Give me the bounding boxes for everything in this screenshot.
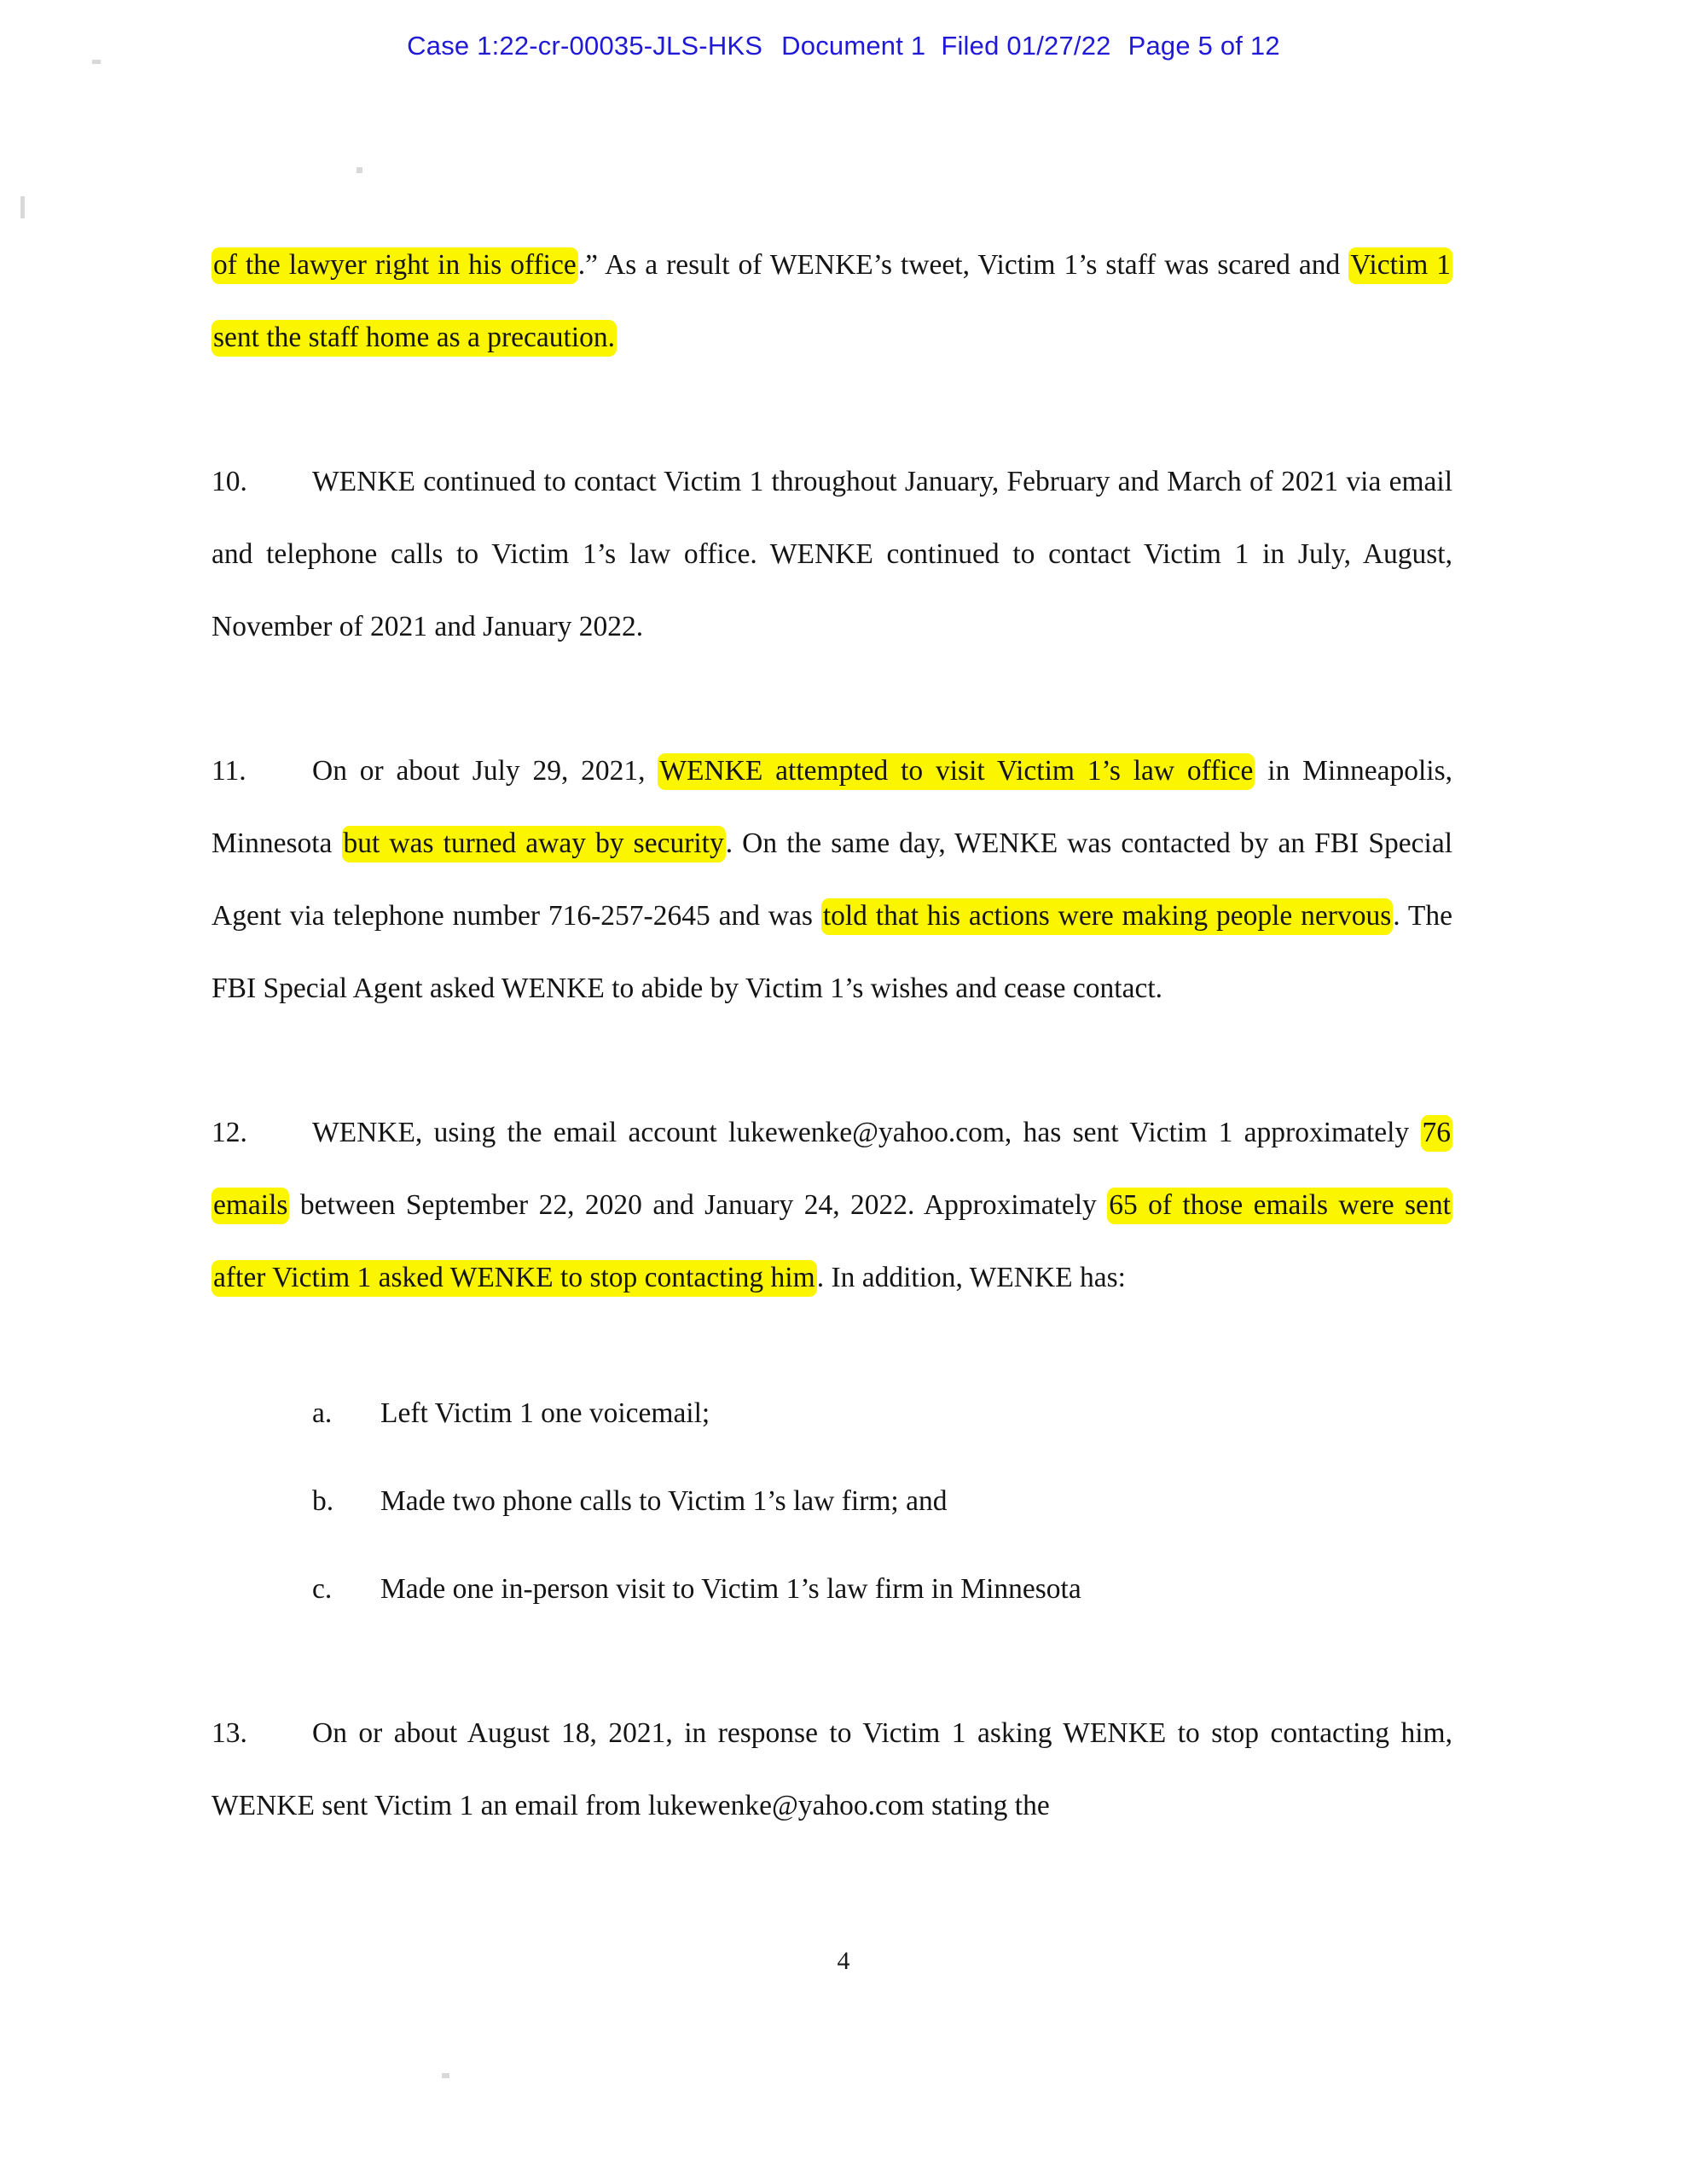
para-11-seg3: in Minneapolis, Minnesota xyxy=(212,755,1453,859)
para-11-seg7: . The FBI Special Agent asked WENKE to abide by Victim 1’s wishes and cease contact. xyxy=(212,900,1452,1004)
ecf-case-number: Case 1:22-cr-00035-JLS-HKS xyxy=(407,31,763,61)
ecf-page-of: Page 5 of 12 xyxy=(1128,31,1280,61)
paragraph-13 xyxy=(212,1697,1452,1842)
sub-item-list xyxy=(212,1377,1452,1625)
sub-item-a-letter: a. xyxy=(312,1397,333,1429)
sub-item-b xyxy=(212,1465,1452,1537)
document-body xyxy=(212,229,1452,1842)
paragraph-10-number: 10. xyxy=(212,466,247,497)
highlight-staff-home: Victim 1 sent the staff home as a precaution. xyxy=(212,247,1452,357)
paragraph-11 xyxy=(212,735,1452,1025)
paragraph-12-number: 12. xyxy=(212,1117,247,1148)
ecf-header-stamp xyxy=(0,31,1687,61)
scan-speck xyxy=(20,196,25,218)
sub-item-c-letter: c. xyxy=(312,1573,333,1605)
highlight-65-emails: 65 of those emails were sent after Victim 1 asked WENKE to stop contacting him xyxy=(212,1188,1452,1297)
paragraph-9-continuation xyxy=(212,229,1452,374)
paragraph-10 xyxy=(212,445,1452,663)
ecf-document-number: Document 1 xyxy=(781,31,926,61)
sub-item-c xyxy=(212,1553,1452,1625)
highlight-turned-away: but was turned away by security xyxy=(342,826,726,863)
paragraph-13-number: 13. xyxy=(212,1717,247,1749)
highlight-attempted-visit: WENKE attempted to visit Victim 1’s law office xyxy=(658,753,1255,790)
sub-item-b-letter: b. xyxy=(312,1485,334,1517)
scan-speck xyxy=(357,167,362,173)
ecf-filed-date: Filed 01/27/22 xyxy=(941,31,1111,61)
para-12-seg5: . In addition, WENKE has: xyxy=(816,1262,1126,1293)
highlight-76-emails: 76 emails xyxy=(212,1115,1452,1224)
para-12-seg1: WENKE, using the email account lukewenke@yahoo.com, has sent Victim 1 approximately xyxy=(312,1117,1421,1148)
para-9-plain-text: .” As a result of WENKE’s tweet, Victim 1’s staff was scared and xyxy=(577,249,1349,281)
paragraph-11-number: 11. xyxy=(212,755,246,787)
sub-item-c-text: Made one in-person visit to Victim 1’s law firm in Minnesota xyxy=(380,1573,1081,1605)
highlight-lawyer-office: of the lawyer right in his office xyxy=(212,247,578,284)
sub-item-a-text: Left Victim 1 one voicemail; xyxy=(380,1397,710,1429)
paragraph-12 xyxy=(212,1096,1452,1314)
scan-speck xyxy=(442,2073,449,2078)
para-12-seg3: between September 22, 2020 and January 24, 2022. Approximately xyxy=(289,1189,1108,1221)
page-number: 4 xyxy=(837,1947,850,1975)
para-11-seg1: On or about July 29, 2021, xyxy=(312,755,658,787)
paragraph-10-text: WENKE continued to contact Victim 1 throughout January, February and March of 2021 via email and telephone calls to Victim 1’s law office. WENKE continued to contact Victim 1 in July, August, November of 2021 and January 2022. xyxy=(212,466,1452,642)
scan-speck xyxy=(92,60,101,64)
sub-item-a xyxy=(212,1377,1452,1449)
paragraph-13-text: On or about August 18, 2021, in response to Victim 1 asking WENKE to stop contacting him, WENKE sent Victim 1 an email from lukewenke@yahoo.com stating the xyxy=(212,1717,1452,1821)
sub-item-b-text: Made two phone calls to Victim 1’s law firm; and xyxy=(380,1485,948,1517)
para-11-seg5: . On the same day, WENKE was contacted by an FBI Special Agent via telephone number 716-257-2645 and was xyxy=(212,828,1453,932)
highlight-people-nervous: told that his actions were making people nervous xyxy=(821,898,1393,935)
